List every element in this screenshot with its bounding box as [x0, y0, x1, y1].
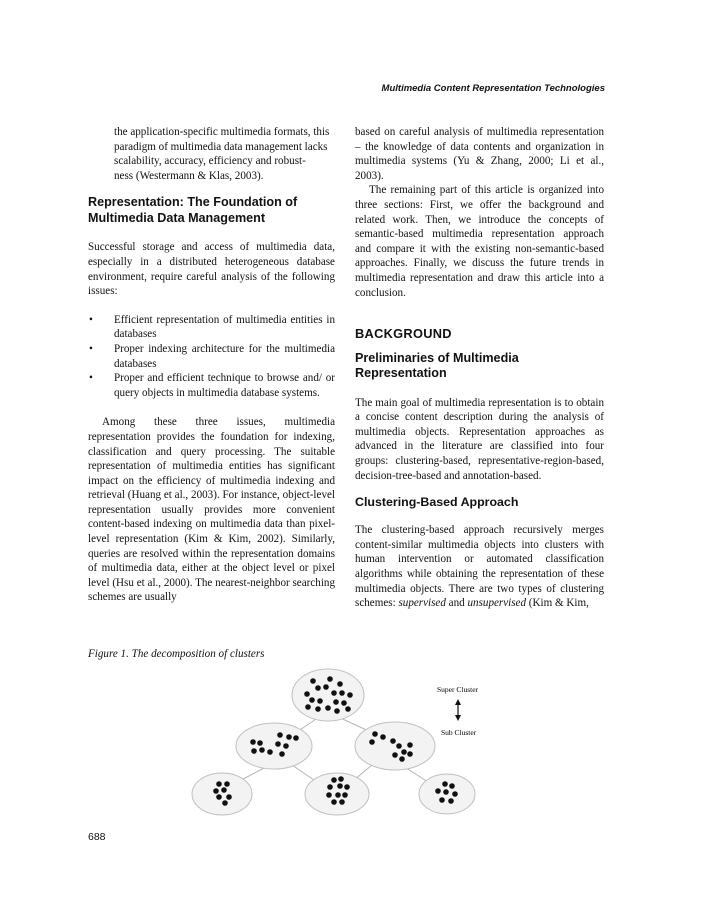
quote-line: ness (Westermann & Klas, 2003).: [114, 169, 264, 182]
body-paragraph: Among these three issues, multimedia representation provides the foundation for indexing, classification and query processing. The suitable representation of multimedia entities has significant impact on the efficiency of multimedia indexing and retrieval (Huang et al., 2003). For instance, object-level representation usually provides more convenient content-based indexing on multimedia data than pixel-level representation (Kim & Kim, 2002). Similarly, queries are resolved within the representation domains of multimedia data, either at the object level or pixel level (Hsu et al., 2000). The nearest-neighbor searching schemes are usually: [88, 416, 335, 604]
heading-line: Preliminaries of Multimedia: [355, 350, 519, 365]
quote-line: scalability, accuracy, efficiency and robust-: [114, 155, 306, 168]
quote-line: paradigm of multimedia data management lacks: [114, 140, 328, 153]
heading-line: Representation: [355, 366, 447, 381]
legend-super-cluster: Super Cluster: [437, 685, 479, 694]
emphasis-unsupervised: unsupervised: [467, 597, 527, 610]
body-paragraph: The main goal of multimedia representation is to obtain a concise content description during the analysis of multimedia objects. Representation approaches as advanced in the literature are classified into four groups: clustering-based, representative-region-based, decision-tree-based and annotation-based.: [355, 396, 604, 482]
body-paragraph: The remaining part of this article is organized into three sections: First, we offer the background and related work. Then, we introduce the concepts of semantic-based multimedia representation approach and compare it with the existing non-semantic-based approaches. Finally, we discuss the future trends in multimedia representation and draw this article into a conclusion.: [355, 184, 604, 299]
quote-line: the application-specific multimedia formats, this: [114, 126, 330, 138]
emphasis-supervised: supervised: [398, 597, 446, 610]
figure-caption: Figure 1. The decomposition of clusters: [88, 648, 265, 660]
body-paragraph: based on careful analysis of multimedia representation – the knowledge of data contents and organization in multimedia systems (Yu & Zhang, 2000; Li et al., 2003).: [355, 126, 604, 182]
heading-line: Multimedia Data Management: [88, 210, 266, 225]
heading-line: Representation: The Foundation of: [88, 195, 298, 210]
page-number: 688: [88, 831, 106, 843]
leaf-cluster-ellipse: [192, 773, 252, 815]
double-arrow-icon: [455, 699, 461, 721]
sub-cluster-ellipse: [355, 722, 435, 770]
bullet-icon: •: [89, 313, 93, 326]
super-cluster-ellipse: [292, 669, 364, 721]
paragraph-text: (Kim & Kim,: [526, 597, 589, 610]
subsection-heading-clustering: Clustering-Based Approach: [355, 495, 519, 510]
paragraph-text: and: [445, 597, 468, 610]
intro-paragraph: Successful storage and access of multimedia data, especially in a distributed heterogeneous database environment, require careful analysis of the following issues:: [88, 241, 335, 298]
section-heading-background: BACKGROUND: [355, 326, 452, 342]
legend-sub-cluster: Sub Cluster: [441, 728, 477, 737]
list-item-text: Efficient representation of multimedia entities in databases: [114, 313, 335, 341]
list-item-text: Proper indexing architecture for the multimedia databases: [114, 342, 335, 370]
list-item-text: Proper and efficient technique to browse and/ or query objects in multimedia database systems.: [114, 372, 335, 399]
bullet-icon: •: [89, 342, 93, 355]
running-head: Multimedia Content Representation Technologies: [381, 83, 605, 94]
sub-cluster-ellipse: [236, 723, 312, 769]
paragraph-text: The clustering-based approach recursively merges content-similar multimedia objects into clusters with human intervention or automated classification algorithms while obtaining the representation of these multimedia objects. There are two types of clustering schemes:: [355, 524, 604, 610]
bullet-icon: •: [89, 372, 93, 385]
